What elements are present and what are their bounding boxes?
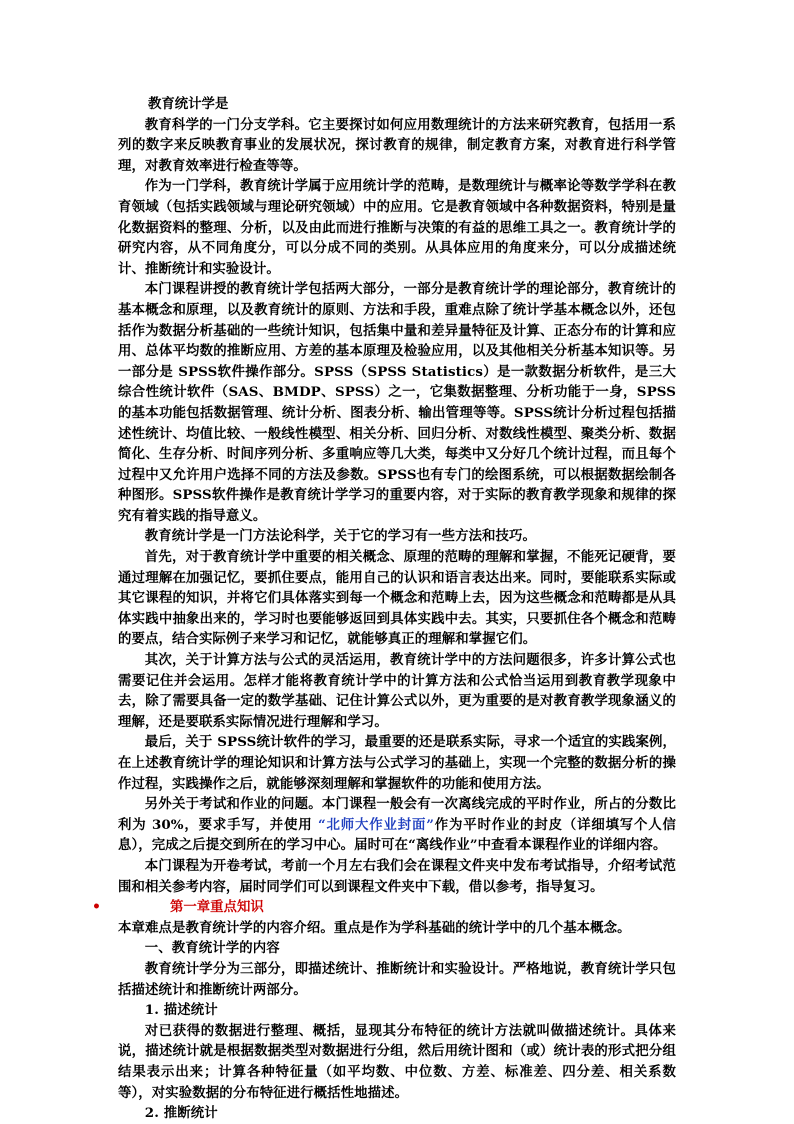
- paragraph-8: [118, 794, 676, 856]
- paragraph-11: 教育统计学分为三部分，即描述统计、推断统计和实验设计。严格地说，教育统计学只包括描述统计和推断统计两部分。: [118, 960, 676, 998]
- chapter-heading-text: 第一章重点知识: [170, 899, 264, 916]
- section-1-heading: 一、教育统计学的内容: [144, 940, 280, 957]
- section-3-heading: 2. 推断统计: [144, 1105, 218, 1122]
- paragraph-5: 首先，对于教育统计学中重要的相关概念、原理的范畴的理解和掌握，不能死记硬背，要通过理解在加强记忆，要抓住要点，能用自己的认识和语言表达出来。同时，要能联系实际或其它课程的知识，并将它们具体落实到每一个概念和范畴上去，因为这些概念和范畴都是从具体实践中抽象出来的，学习时也要能够返回到具体实践中去。其实，只要抓住各个概念和范畴的要点，结合实际例子来学习和记忆，就能够真正的理解和掌握它们。: [118, 549, 676, 648]
- paragraph-8-text-c: 作为平时作业的封皮（详细填写个人信息），完成之后提交到所在的学习中心。届时可在“离线作业”中查看本课程作业的详细内容。: [118, 816, 676, 854]
- paragraph-9: 本门课程为开卷考试，考前一个月左右我们会在课程文件夹中发布考试指导，介绍考试范围和相关参考内容，届时同学们可以到课程文件夹中下载，借以参考，指导复习。: [118, 857, 676, 895]
- chapter-heading: [92, 897, 676, 918]
- document-page: [92, 94, 676, 1124]
- paragraph-3: 本门课程讲授的教育统计学包括两大部分，一部分是教育统计学的理论部分，教育统计的基本概念和原理，以及教育统计的原则、方法和手段，重难点除了统计学基本概念以外，还包括作为数据分析基础的一些统计知识，包括集中量和差异量特征及计算、正态分布的计算和应用、总体平均数的推断应用、方差的基本原理及检验应用，以及其他相关分析基本知识等。另一部分是 SPSS软件操作部分。SPSS（SPSS Statistics）是一款数据分析软件，是三大综合性统计软件（SAS、BMDP、SPSS）之一，它集数据整理、分析功能于一身，SPSS的基本功能包括数据管理、统计分析、图表分析、输出管理等等。SPSS统计分析过程包括描述性统计、均值比较、一般线性模型、相关分析、回归分析、对数线性模型、聚类分析、数据简化、生存分析、时间序列分析、多重响应等几大类，每类中又分好几个统计过程，而且每个过程中又允许用户选择不同的方法及参数。SPSS也有专门的绘图系统，可以根据数据绘制各种图形。SPSS软件操作是教育统计学学习的重要内容，对于实际的教育教学现象和规律的探究有着实践的指导意义。: [118, 281, 676, 524]
- section-2-heading: 1. 描述统计: [144, 1002, 218, 1019]
- doc-title: 教育统计学是: [148, 96, 229, 112]
- paragraph-8-text-a: 另外关于考试和作业的问题。本门课程一般会有一次离线完成的平时作业，所占的分数比利为 30%，要求手写，并使用: [118, 796, 676, 833]
- paragraph-12: 对已获得的数据进行整理、概括，显现其分布特征的统计方法就叫做描述统计。具体来说，描述统计就是根据数据类型对数据进行分组，然后用统计图和（或）统计表的形式把分组结果表示出来；计算各种特征量（如平均数、中位数、方差、标准差、四分差、相关系数等），对实验数据的分布特征进行概括性地描述。: [118, 1022, 676, 1101]
- cover-link-text: “北师大作业封面”: [318, 816, 434, 833]
- paragraph-2: 作为一门学科，教育统计学属于应用统计学的范畴，是数理统计与概率论等数学学科在教育领域（包括实践领域与理论研究领域）中的应用。它是教育领域中各种数据资料，特别是量化数据资料的整理、分析，以及由此而进行推断与决策的有益的思维工具之一。教育统计学的研究内容，从不同角度分，可以分成不同的类别。从具体应用的角度来分，可以分成描述统计、推断统计和实验设计。: [118, 178, 676, 277]
- paragraph-6: 其次，关于计算方法与公式的灵活运用，教育统计学中的方法问题很多，许多计算公式也需要记住并会运用。怎样才能将教育统计学中的计算方法和公式恰当运用到教育教学现象中去，除了需要具备一定的数学基础、记住计算公式以外，更为重要的是对教育教学现象涵义的理解，还是要联系实际情况进行理解和学习。: [118, 652, 676, 730]
- paragraph-7: 最后，关于 SPSS统计软件的学习，最重要的还是联系实际，寻求一个适宜的实践案例，在上述教育统计学的理论知识和计算方法与公式学习的基础上，实现一个完整的数据分析的操作过程，实践操作之后，就能够深刻理解和掌握软件的功能和使用方法。: [118, 734, 676, 792]
- bullet-icon: •: [92, 899, 101, 916]
- paragraph-4: 教育统计学是一门方法论科学，关于它的学习有一些方法和技巧。: [144, 528, 537, 545]
- paragraph-10: 本章难点是教育统计学的内容介绍。重点是作为学科基础的统计学中的几个基本概念。: [118, 919, 631, 936]
- paragraph-1: 教育科学的一门分支学科。它主要探讨如何应用数理统计的方法来研究教育，包括用一系列的数字来反映教育事业的发展状况，探讨教育的规律，制定教育方案，对教育进行科学管理，对教育效率进行检查等等。: [118, 116, 676, 174]
